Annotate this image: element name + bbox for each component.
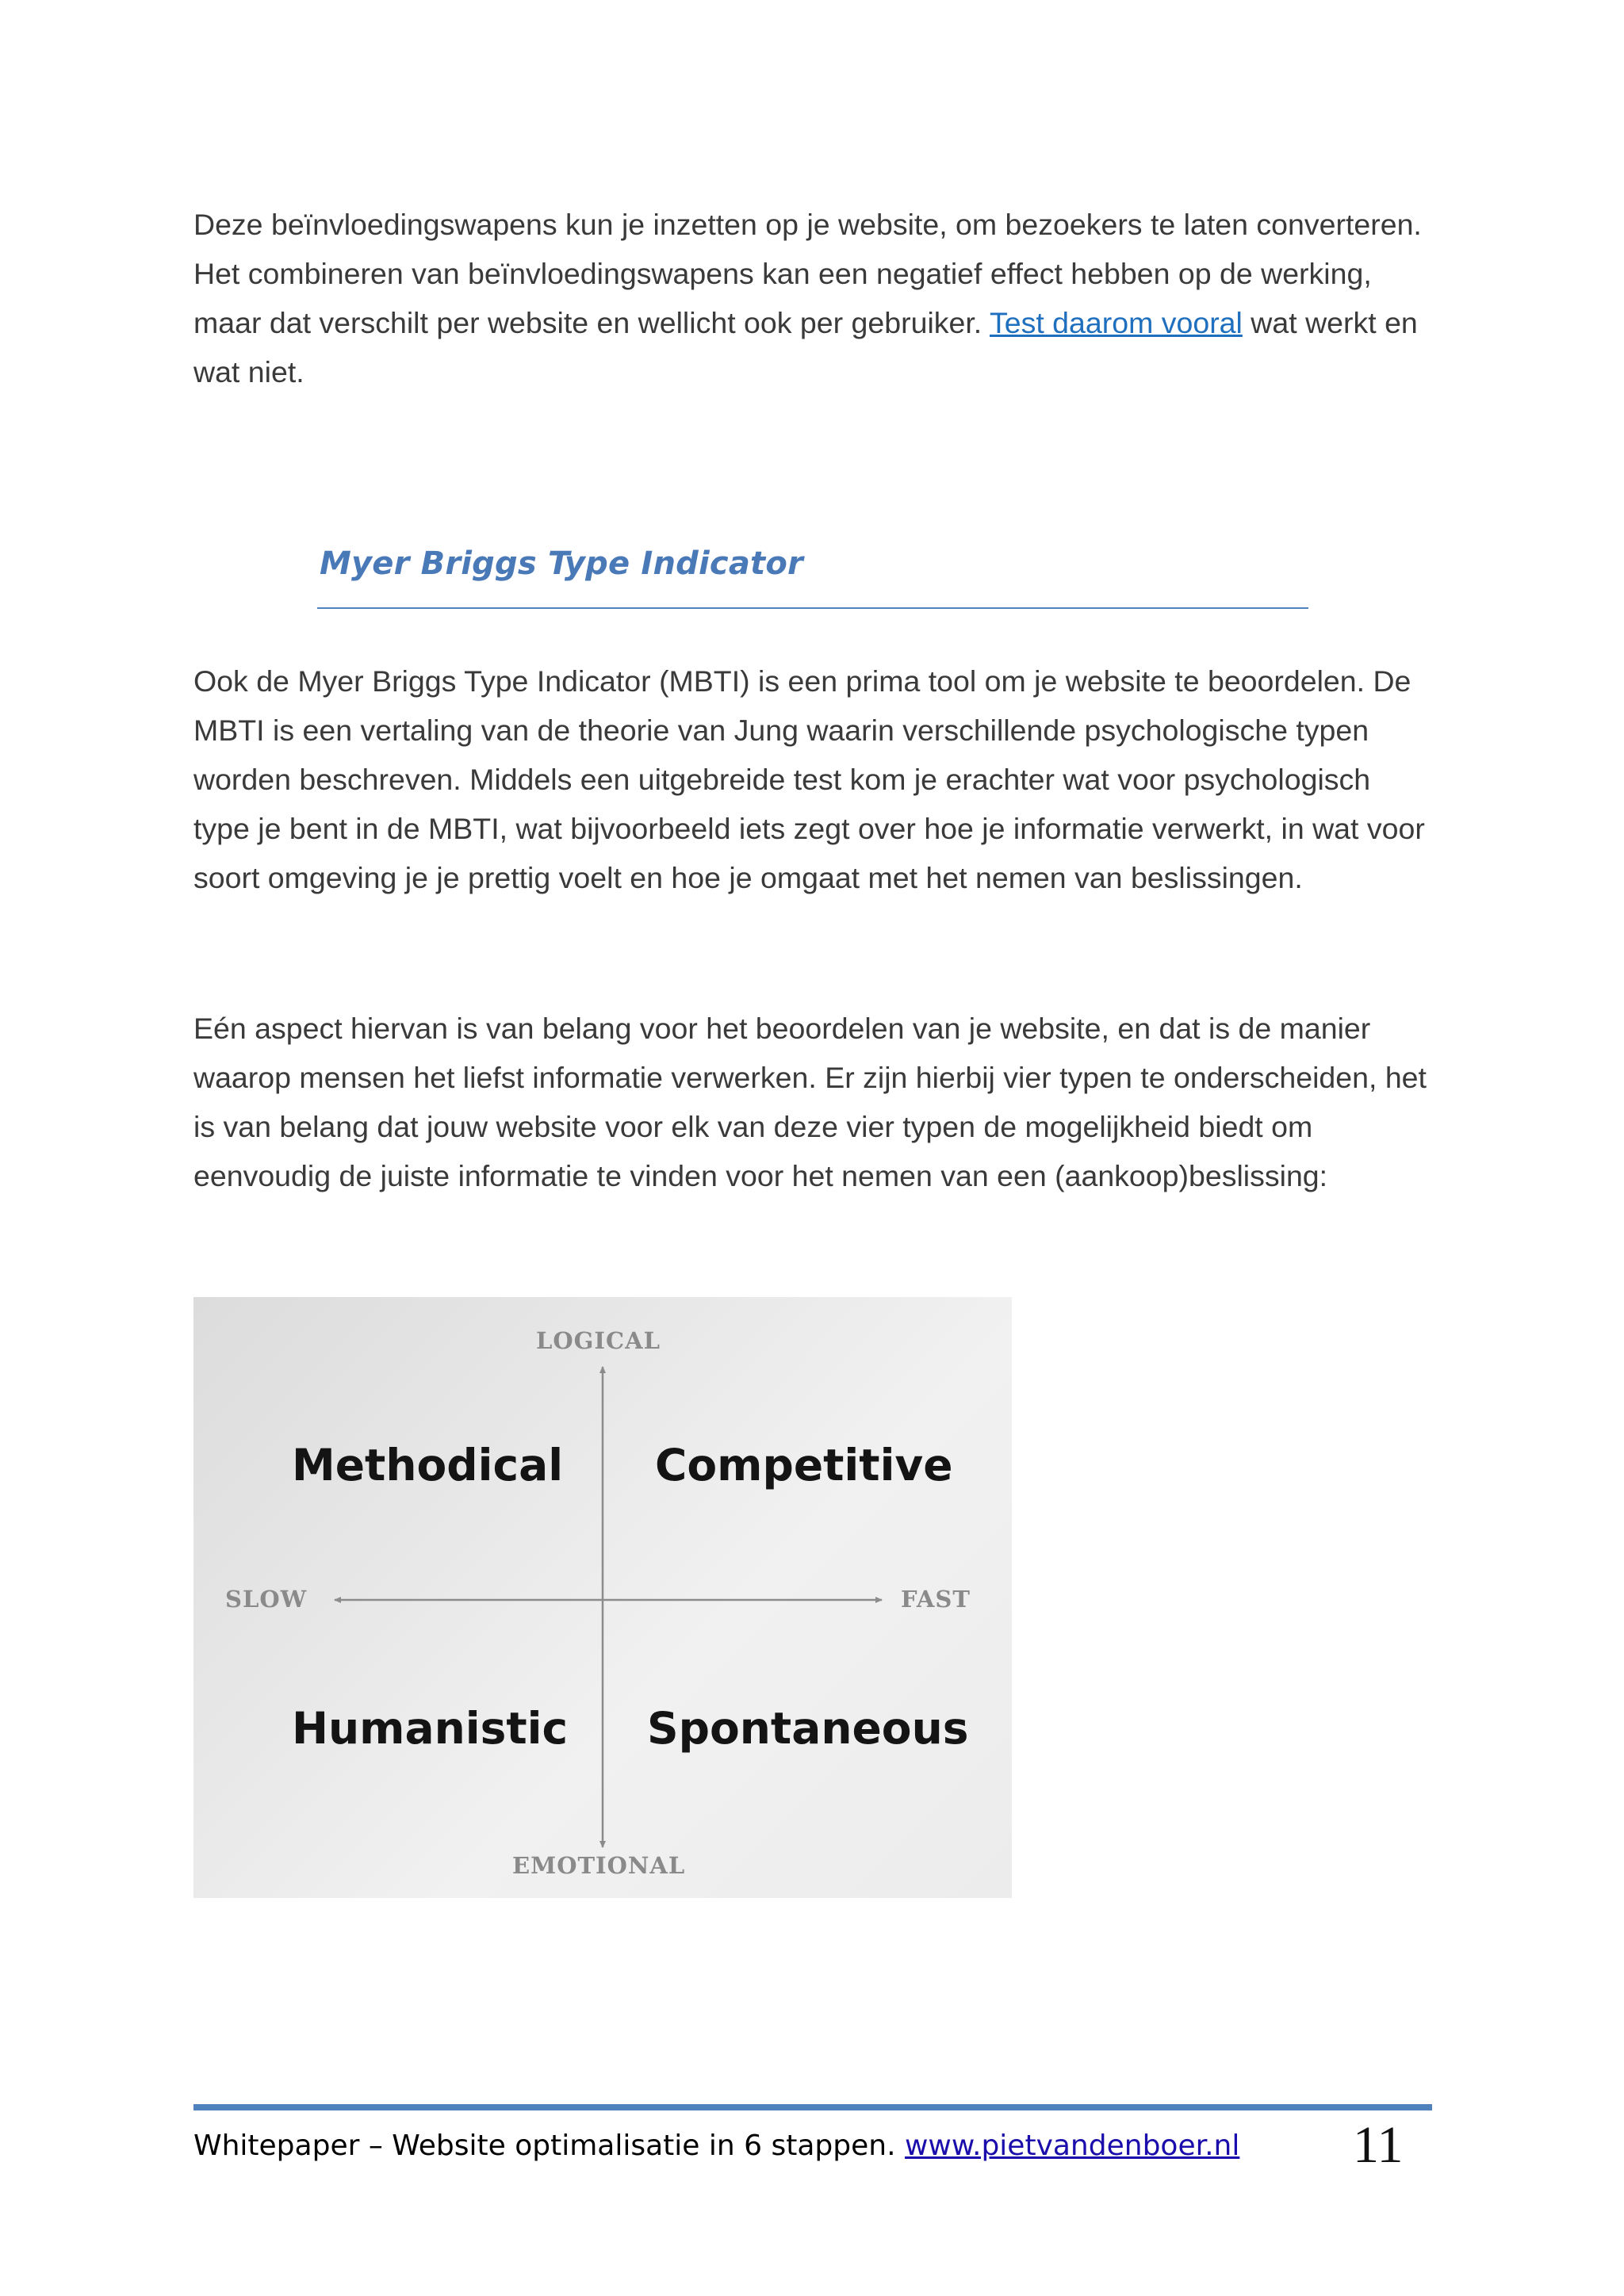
intro-text-end: wat werkt en wat niet. bbox=[193, 306, 1418, 388]
footer-rule bbox=[193, 2104, 1432, 2110]
intro-paragraph bbox=[193, 200, 1431, 396]
heading-underline bbox=[317, 607, 1308, 609]
quadrant-spontaneous: Spontaneous bbox=[647, 1703, 969, 1754]
footer-title: Whitepaper – Website optimalisatie in 6 stappen. bbox=[193, 2130, 905, 2162]
quadrant-competitive: Competitive bbox=[655, 1440, 953, 1490]
axis-label-slow: SLOW bbox=[225, 1586, 308, 1613]
axis-label-fast: FAST bbox=[901, 1586, 971, 1613]
test-daarom-vooral-link[interactable]: Test daarom vooral bbox=[989, 306, 1243, 339]
mbti-paragraph-2: Eén aspect hiervan is van belang voor het beoordelen van je website, en dat is de manier waarop mensen het liefst informatie verwerken. Er zijn hierbij vier typen te onderscheiden, het is van belang dat jouw website voor elk van deze vier typen de mogelijkheid biedt om eenvoudig de juiste informatie te vinden voor het nemen van een (aankoop)beslissing: bbox=[193, 1012, 1427, 1192]
quadrant-humanistic: Humanistic bbox=[292, 1703, 569, 1754]
intro-text: Deze beïnvloedingswapens kun je inzetten op je website, om bezoekers te laten converteren. Het combineren van beïnvloedingswapens kan een negatief effect hebben op de werking, maar dat verschilt per website en wellicht ook per gebruiker. bbox=[193, 208, 1422, 339]
quadrant-axes bbox=[193, 1297, 1012, 1898]
mbti-paragraph-1: Ook de Myer Briggs Type Indicator (MBTI) is een prima tool om je website te beoordelen. De MBTI is een vertaling van de theorie van Jung waarin verschillende psychologische typen worden beschreven. Middels een uitgebreide test kom je erachter wat voor psychologisch type je bent in de MBTI, wat bijvoorbeeld iets zegt over hoe je informatie verwerkt, in wat voor soort omgeving je je prettig voelt en hoe je omgaat met het nemen van beslissingen. bbox=[193, 664, 1425, 894]
axis-label-logical: LOGICAL bbox=[536, 1327, 661, 1354]
personality-quadrant-figure bbox=[193, 1297, 1012, 1898]
page-number: 11 bbox=[1353, 2116, 1404, 2174]
footer-text bbox=[193, 2130, 1239, 2162]
footer-website-link[interactable]: www.pietvandenboer.nl bbox=[904, 2130, 1240, 2162]
quadrant-methodical: Methodical bbox=[292, 1440, 564, 1490]
section-heading: Myer Briggs Type Indicator bbox=[320, 545, 803, 582]
axis-label-emotional: EMOTIONAL bbox=[512, 1852, 686, 1879]
